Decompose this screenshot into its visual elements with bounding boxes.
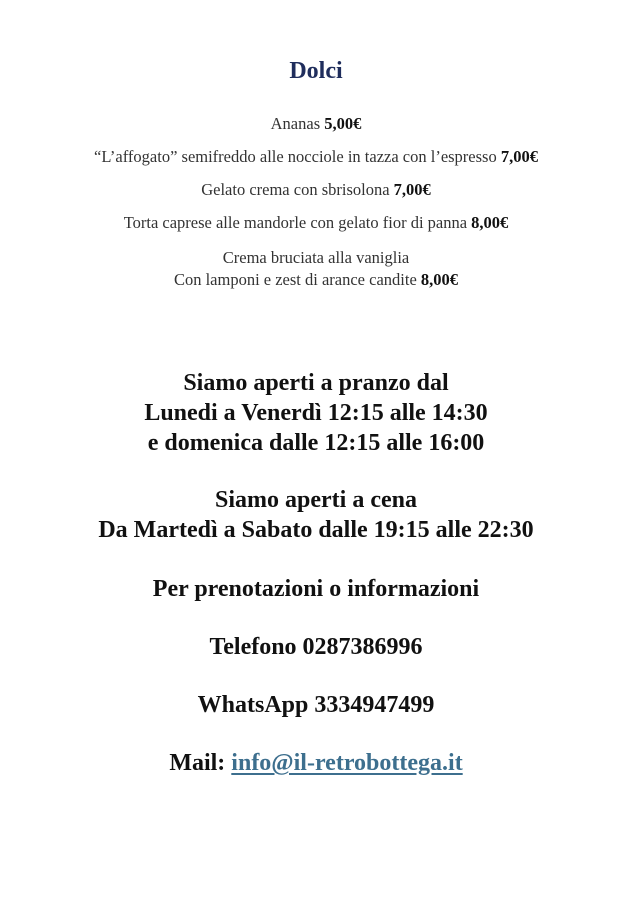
menu-item-name: “L’affogato” semifreddo alle nocciole in tazza con l’espresso	[94, 147, 497, 166]
lunch-hours-line: Lunedi a Venerdì 12:15 alle 14:30	[144, 400, 488, 426]
menu-item	[0, 114, 632, 134]
dinner-hours-line: Siamo aperti a cena	[215, 487, 417, 513]
menu-item-name: Torta caprese alle mandorle con gelato fior di panna	[123, 213, 468, 232]
section-title: Dolci	[289, 58, 343, 84]
mail-line	[0, 750, 632, 777]
menu-item-price: 8,00€	[420, 270, 459, 289]
whatsapp-number: WhatsApp 3334947499	[197, 692, 435, 718]
menu-item-price: 8,00€	[471, 213, 509, 232]
lunch-hours-line: Siamo aperti a pranzo dal	[183, 370, 449, 396]
menu-item-price: 7,00€	[393, 180, 431, 199]
menu-item	[0, 213, 632, 233]
mail-label: Mail:	[169, 750, 226, 776]
lunch-hours-line: e domenica dalle 12:15 alle 16:00	[147, 430, 485, 456]
menu-item-price: 5,00€	[324, 114, 362, 133]
menu-item	[0, 180, 632, 200]
menu-item-name: Crema bruciata alla vaniglia	[222, 248, 410, 267]
menu-item	[0, 270, 632, 290]
menu-item	[0, 147, 632, 167]
menu-item-name: Con lamponi e zest di arance candite	[173, 270, 417, 289]
phone-number: Telefono 0287386996	[209, 634, 423, 660]
dinner-hours-line: Da Martedì a Sabato dalle 19:15 alle 22:30	[98, 517, 534, 543]
contacts-heading: Per prenotazioni o informazioni	[152, 576, 480, 602]
menu-item-name: Gelato crema con sbrisolona	[201, 180, 390, 199]
menu-item-description	[0, 248, 632, 268]
menu-item-name: Ananas	[270, 114, 321, 133]
menu-item-price: 7,00€	[500, 147, 538, 166]
mail-link[interactable]: info@il-retrobottega.it	[231, 750, 463, 776]
